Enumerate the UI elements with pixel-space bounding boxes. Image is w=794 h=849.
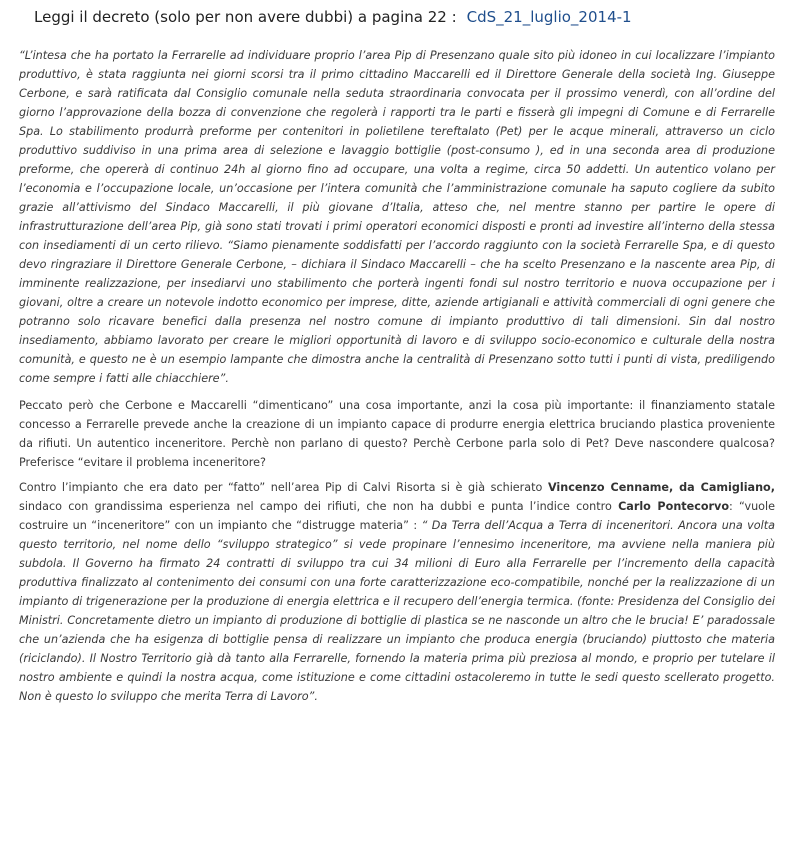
paragraph-text: Contro l’impianto che era dato per “fatto” nell’area Pip di Calvi Risorta si è già schierato [19,481,548,494]
commentary-paragraph: Peccato però che Cerbone e Maccarelli “dimenticano” una cosa importante, anzi la cosa più importante: il finanziamento statale concesso a Ferrarelle prevede anche la creazione di un impianto capace di produrre energia elettrica bruciando plastica proveniente da rifiuti. Un autentico inceneritore. Perchè non parlano di questo? Perchè Cerbone parla solo di Pet? Deve nascondere qualcosa? Preferisce “evitare il problema inceneritore? [19,399,775,469]
page-title: Leggi il decreto (solo per non avere dubbi) a pagina 22 : [34,8,457,26]
page-header [34,8,632,34]
paragraph-text: : “vuole costruire un “inceneritore” con un impianto che “distrugge materia” : [19,500,775,532]
paragraph-text: sindaco con grandissima esperienza nel campo dei rifiuti, che non ha dubbi e punta l’indice contro [19,500,619,513]
person-name-cenname: Vincenzo Cenname, da Camigliano, [547,481,775,494]
cenname-quote: “ Da Terra dell’Acqua a Terra di inceneritori. Ancora una volta questo territorio, nel nome dello “sviluppo strategico” si vede propinare l’ennesimo inceneritore, ma avviene nella maniera più subdola. Il Governo ha firmato 24 contratti di sviluppo tra cui 34 milioni di Euro alla Ferrarelle per l’incremento della capacità produttiva finalizzato al contenimento dei consumi con una forte caratterizzazione eco-compatibile, nonché per la realizzazione di un impianto di trigenerazione per la produzione di energia elettrica e il recupero dell’energia termica. (fonte: Presidenza del Consiglio dei Ministri. Concretamente dietro un impianto di produzione di bottiglie di plastica se ne nasconde un altro che le brucia! E’ paradossale che un’azienda che ha esigenza di bottiglie pensa di realizzare un impianto che produca energia (bruciando) piuttosto che materia (riciclando). Il Nostro Territorio già dà tanto alla Ferrarelle, fornendo la materia prima più preziosa al mondo, e proprio per tutelare il nostro ambiente e quindi la nostra acqua, come istituzione e come cittadini ostacoleremo in tutte le sedi questo scellerato progetto. Non è questo lo sviluppo che merita Terra di Lavoro”. [19,519,775,703]
quote-paragraph: “L’intesa che ha portato la Ferrarelle ad individuare proprio l’area Pip di Presenzano quale sito più idoneo in cui localizzare l’impianto produttivo, è stata raggiunta nei giorni scorsi tra il primo cittadino Maccarelli ed il Direttore Generale della società Ing. Giuseppe Cerbone, e sarà ratificata dal Consiglio comunale nella seduta straordinaria convocata per il prossimo venerdì, con all’ordine del giorno l’approvazione della bozza di convenzione che regolerà i rapporti tra le parti e fisserà gli impegni di Comune e di Ferrarelle Spa. Lo stabilimento produrrà preforme per contenitori in polietilene tereftalato (Pet) per le acque minerali, attraverso un ciclo produttivo suddiviso in una prima area di selezione e lavaggio bottiglie (post-consumo ), ed in una seconda area di produzione preforme, che opererà di continuo 24h al giorno fino ad occupare, una volta a regime, circa 50 addetti. Un autentico volano per l’economia e l’occupazione locale, un’occasione per l’intera comunità che l’amministrazione comunale ha saputo cogliere da subito grazie all’attivismo del Sindaco Maccarelli, il più giovane d’Italia, atteso che, nel mentre stanno per partire le opere di infrastrutturazione dell’area Pip, già sono stati trovati i primi operatori economici disposti e pronti ad investire all’interno della stessa con insediamenti di un certo rilievo. “Siamo pienamente soddisfatti per l’accordo raggiunto con la società Ferrarelle Spa, e di questo devo ringraziare il Direttore Generale Cerbone, – dichiara il Sindaco Maccarelli – che ha scelto Presenzano e la nascente area Pip, di imminente realizzazione, per insediarvi uno stabilimento che porterà ingenti fondi sul nostro territorio e nuova occupazione per i giovani, oltre a creare un notevole indotto economico per imprese, ditte, aziende artigianali e attività commerciali di ogni genere che potranno solo ricavare benefici dalla presenza nel nostro comune di impianto produttivo di tali dimensioni. Sin dal nostro insediamento, abbiamo lavorato per creare le migliori opportunità di lavoro e di sviluppo socio-economico e culturale della nostra comunità, e questo ne è un esempio lampante che dimostra anche la centralità di Presenzano sotto tutti i punti di vista, prediligendo come sempre i fatti alle chiacchiere”. [19,49,775,385]
person-name-pontecorvo: Carlo Pontecorvo [618,500,730,513]
article-body [19,46,775,712]
document-link[interactable]: CdS_21_luglio_2014-1 [466,8,632,26]
cenname-paragraph [19,478,775,706]
